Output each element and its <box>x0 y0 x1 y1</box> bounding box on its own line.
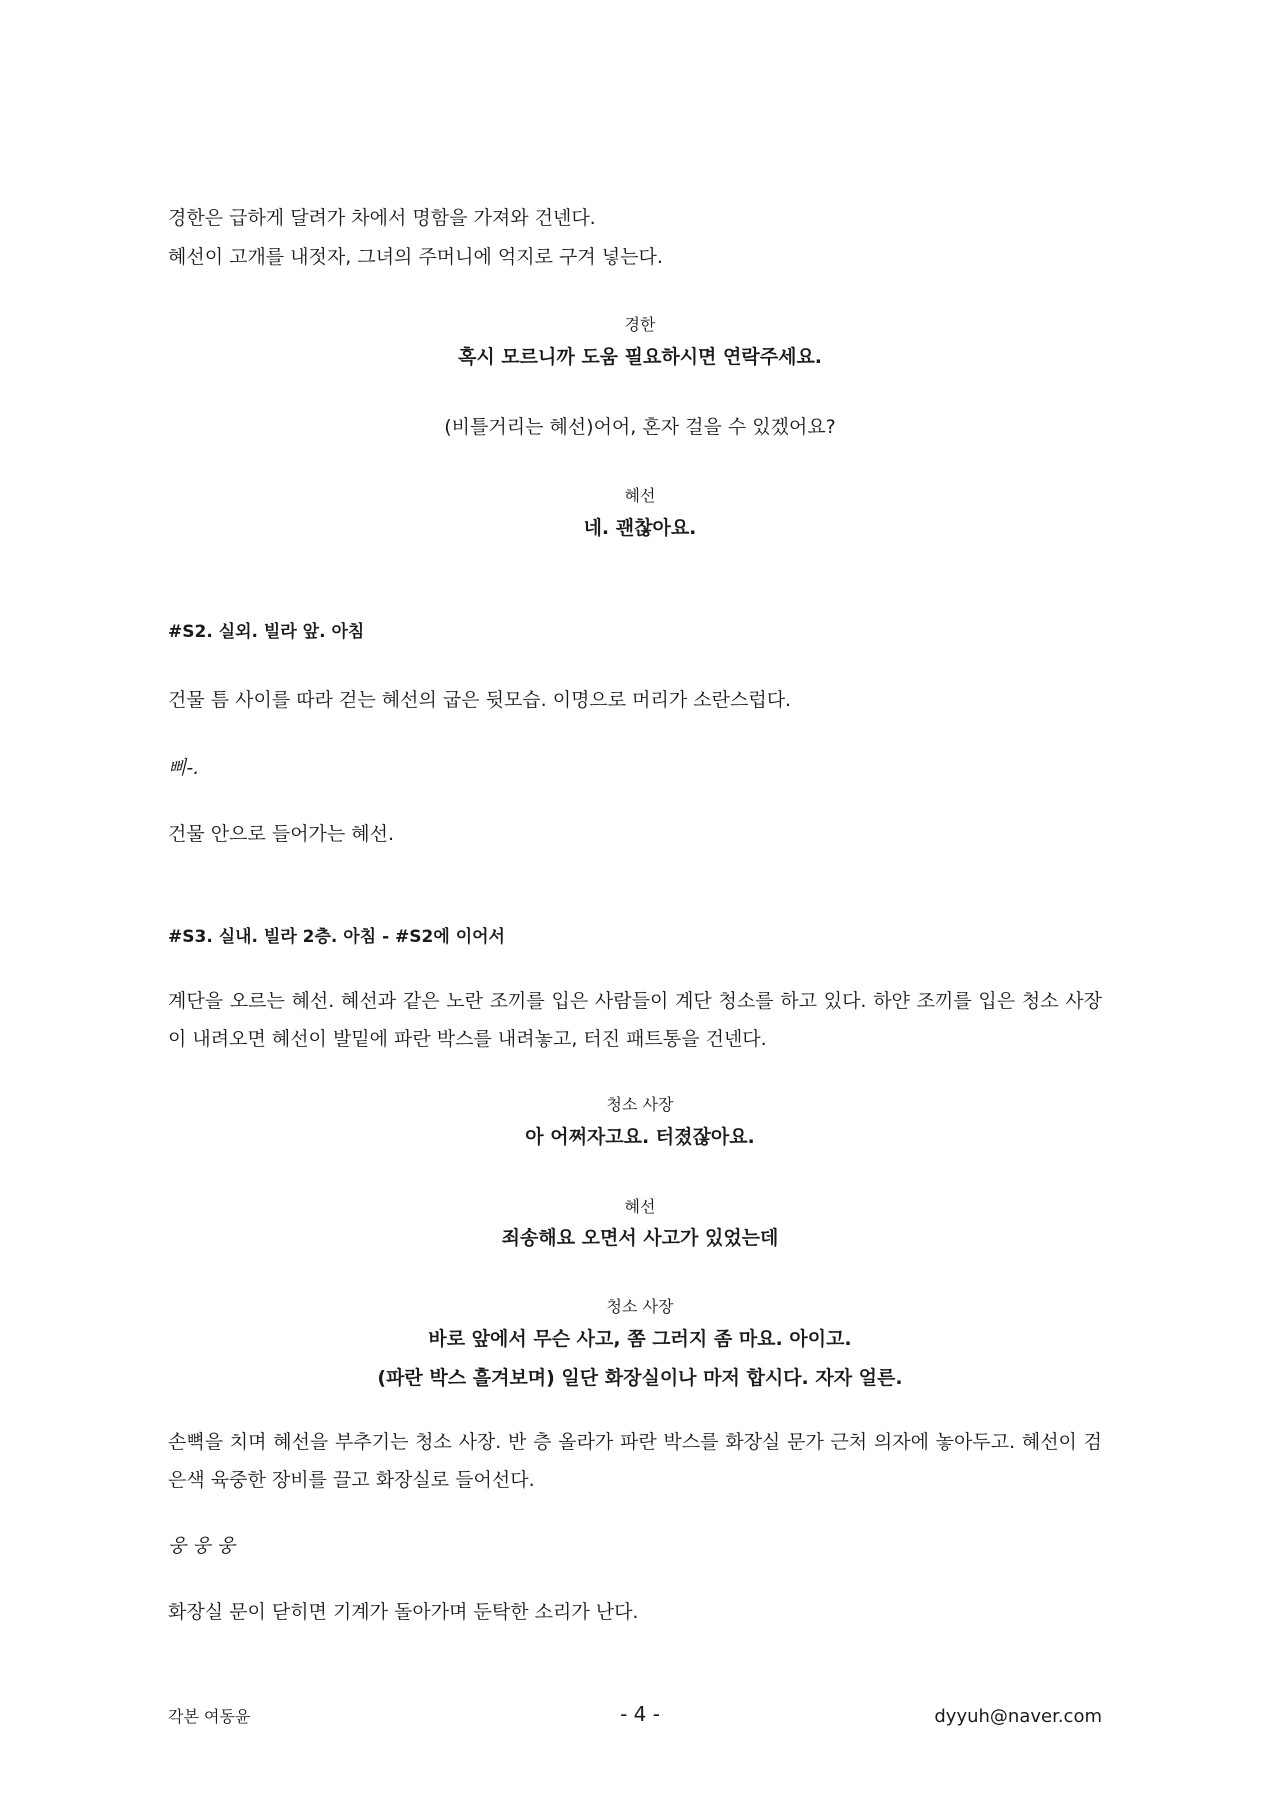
action-paragraph: 손뼉을 치며 혜선을 부추기는 청소 사장. 반 층 올라가 파란 박스를 화장실 문가 근처 의자에 놓아두고. 혜선이 검은색 육중한 장비를 끌고 화장실로 들어선다. <box>168 1431 1102 1491</box>
speaker-name: 청소 사장 <box>606 1095 674 1114</box>
sound-effect: 삐-. <box>168 757 200 779</box>
scene-heading: #S2. 실외. 빌라 앞. 아침 <box>168 622 365 642</box>
dialogue-line: 혹시 모르니까 도움 필요하시면 연락주세요. <box>457 346 823 368</box>
action-line: 건물 안으로 들어가는 혜선. <box>168 823 395 845</box>
speaker-name: 혜선 <box>624 1197 656 1216</box>
action-paragraph: 계단을 오르는 혜선. 혜선과 같은 노란 조끼를 입은 사람들이 계단 청소를 하고 있다. 하얀 조끼를 입은 청소 사장이 내려오면 혜선이 발밑에 파란 박스를 내려놓고, 터진 패트통을 건넨다. <box>168 990 1102 1050</box>
dialogue-line: 네. 괜찮아요. <box>583 517 697 539</box>
page-number: - 4 - <box>620 1702 660 1726</box>
dialogue-line: (파란 박스 흘겨보며) 일단 화장실이나 마저 합시다. 자자 얼른. <box>377 1367 903 1389</box>
dialogue-line: 바로 앞에서 무슨 사고, 쫌 그러지 좀 마요. 아이고. <box>428 1328 852 1350</box>
speaker-name: 혜선 <box>624 486 656 505</box>
dialogue-line: 죄송해요 오면서 사고가 있었는데 <box>501 1227 779 1249</box>
speaker-name: 경한 <box>624 315 656 334</box>
action-line: 혜선이 고개를 내젓자, 그녀의 주머니에 억지로 구겨 넣는다. <box>168 246 663 268</box>
action-line: 건물 틈 사이를 따라 걷는 혜선의 굽은 뒷모습. 이명으로 머리가 소란스럽다. <box>168 689 792 711</box>
speaker-name: 청소 사장 <box>606 1297 674 1316</box>
dialogue-line: (비틀거리는 혜선)어어, 혼자 걸을 수 있겠어요? <box>444 416 836 438</box>
sound-effect: 웅 웅 웅 <box>168 1535 236 1557</box>
footer-author: 각본 여동윤 <box>168 1707 251 1726</box>
footer-email: dyyuh@naver.com <box>934 1706 1102 1727</box>
action-line: 화장실 문이 닫히면 기계가 돌아가며 둔탁한 소리가 난다. <box>168 1601 639 1623</box>
dialogue-line: 아 어쩌자고요. 터졌잖아요. <box>525 1126 755 1148</box>
scene-heading: #S3. 실내. 빌라 2층. 아침 - #S2에 이어서 <box>168 927 505 947</box>
action-line: 경한은 급하게 달려가 차에서 명함을 가져와 건넨다. <box>168 207 596 229</box>
